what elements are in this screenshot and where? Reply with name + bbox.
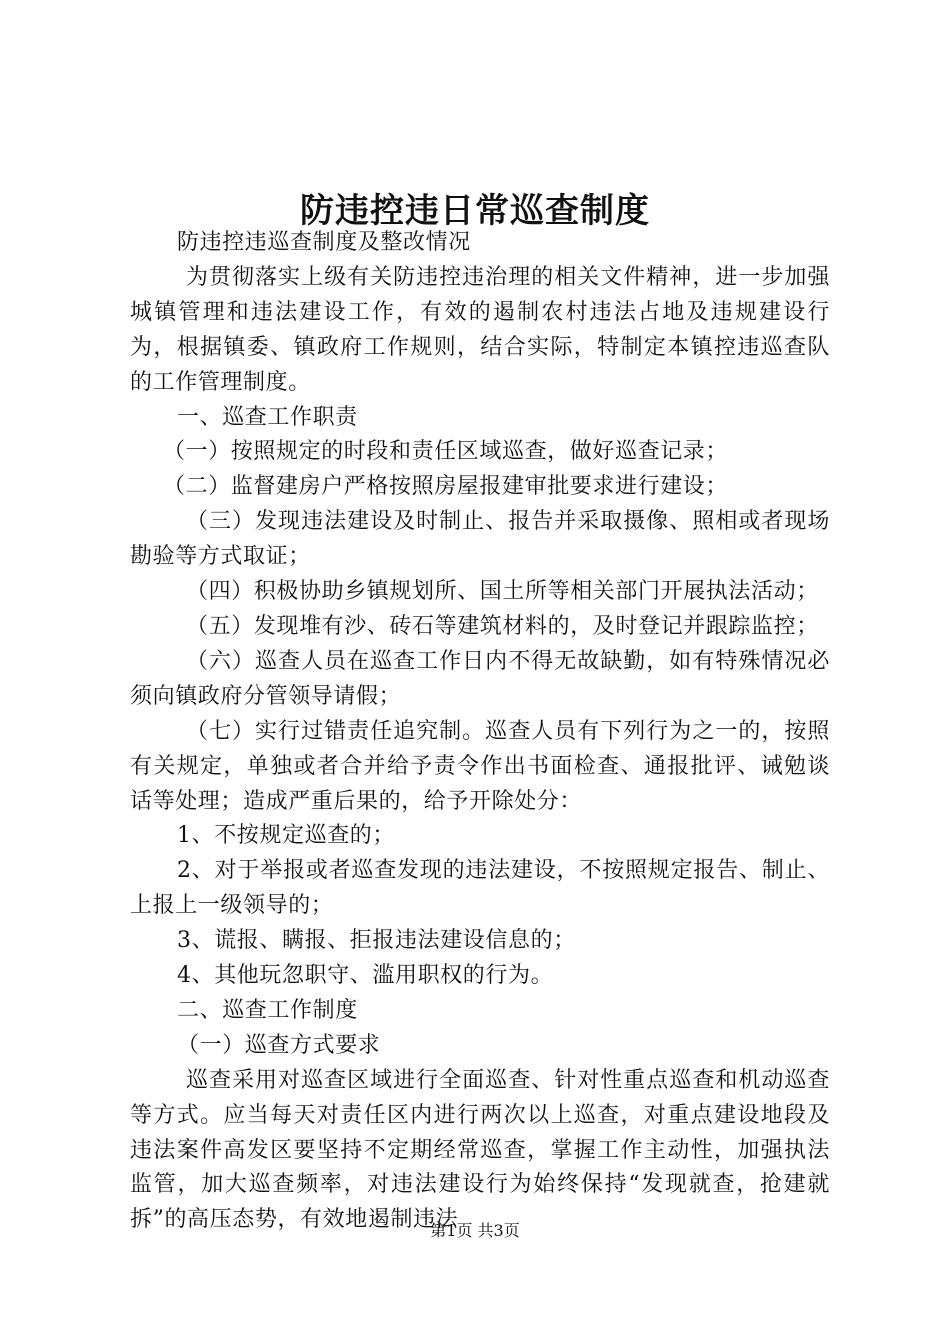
- paragraph-subtitle: 防违控违巡查制度及整改情况: [177, 230, 471, 255]
- list-item: （二）监督建房户严格按照房屋报建审批要求进行建设；: [163, 474, 729, 500]
- paragraph-body: 巡查采用对巡查区域进行全面巡查、针对性重点巡查和机动巡查等方式。应当每天对责任区内进行两次以上巡查，对重点建设地段及违法案件高发区要坚持不定期经常巡查，掌握工作主动性，加强执法监管，加大巡查频率，对违法建设行为始终保持“发现就查，抢建就拆”的高压态势，有效地遏制违法: [130, 1067, 830, 1233]
- list-item: 2、对于举报或者巡查发现的违法建设，不按照规定报告、制止、上报上一级领导的；: [130, 858, 830, 919]
- list-item: 1、不按规定巡查的；: [177, 823, 395, 849]
- list-item: （五）发现堆有沙、砖石等建筑材料的，及时登记并跟踪监控；: [186, 613, 819, 639]
- list-item: （六）巡查人员在巡查工作日内不得无故缺勤，如有特殊情况必须向镇政府分管领导请假；: [130, 648, 830, 709]
- page-footer: 第1页 共3页: [430, 1221, 520, 1240]
- paragraph-intro: 为贯彻落实上级有关防违控违治理的相关文件精神，进一步加强城镇管理和违法建设工作，有效的遏制农村违法占地及违规建设行为，根据镇委、镇政府工作规则，结合实际，特制定本镇控违巡查队的工作管理制度。: [130, 264, 830, 395]
- heading-subsection: （一）巡查方式要求: [177, 1032, 381, 1058]
- heading-section-1: 一、巡查工作职责: [177, 404, 358, 430]
- list-item: （四）积极协助乡镇规划所、国土所等相关部门开展执法活动；: [186, 579, 819, 605]
- heading-section-2: 二、巡查工作制度: [177, 997, 358, 1023]
- list-item: 4、其他玩忽职守、滥用职权的行为。: [177, 963, 554, 989]
- list-item: （三）发现违法建设及时制止、报告并采取摄像、照相或者现场勘验等方式取证；: [130, 509, 830, 570]
- list-item: （七）实行过错责任追究制。巡查人员有下列行为之一的，按照有关规定，单独或者合并给予责令作出书面检查、通报批评、诫勉谈话等处理；造成严重后果的，给予开除处分：: [130, 718, 830, 814]
- list-item: （一）按照规定的时段和责任区域巡查，做好巡查记录；: [163, 439, 729, 465]
- list-item: 3、谎报、瞒报、拒报违法建设信息的；: [177, 928, 576, 954]
- document-body: [130, 226, 830, 1238]
- document-title: 防违控违日常巡查制度: [300, 191, 650, 231]
